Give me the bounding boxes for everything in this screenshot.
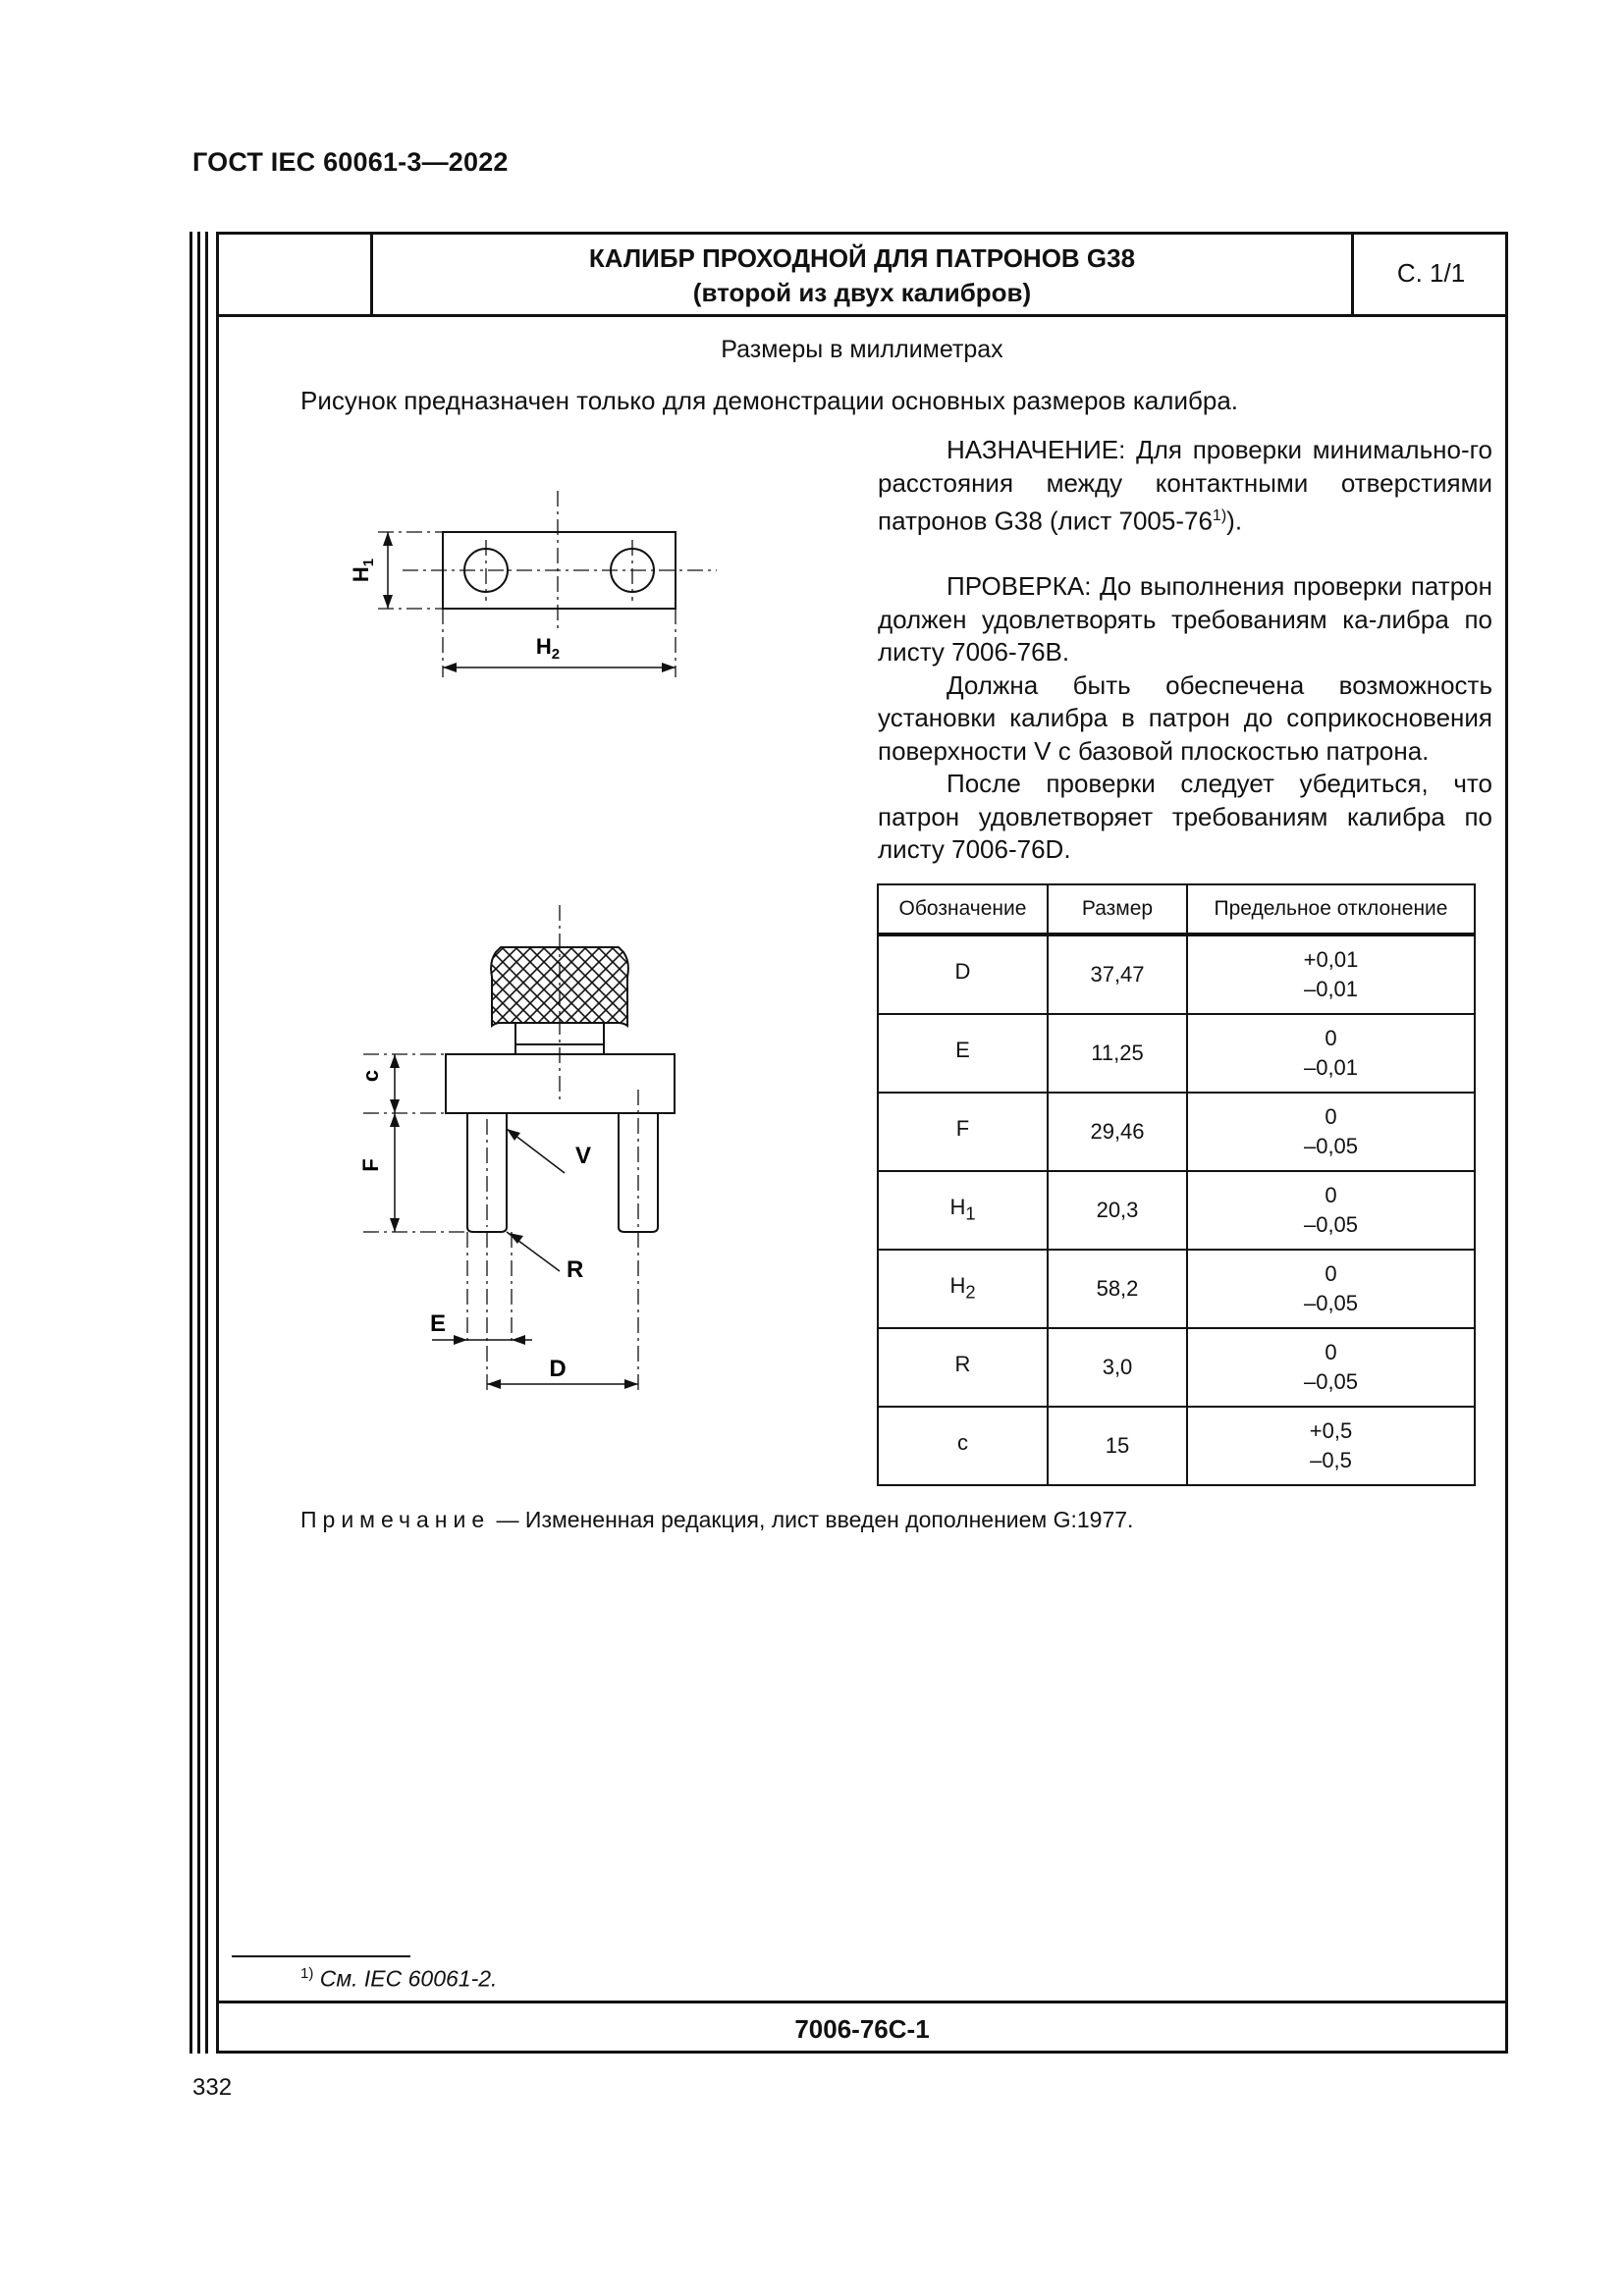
table-row: $H_1$ 20,3 0 –0,05	[878, 1171, 1475, 1250]
page-number: 332	[192, 2074, 233, 2101]
units-caption: Размеры в миллиметрах	[721, 336, 1003, 363]
check-paragraph-2: Должна быть обеспечена возможность установки калибра в патрон до соприкосновения поверхности V с базовой плоскостью патрона.	[878, 669, 1492, 766]
col-header-tolerance: Предельное отклонение	[1187, 884, 1475, 934]
dimensions-table	[877, 883, 1476, 1486]
sheet-code: 7006-76C-1	[794, 2014, 930, 2044]
header-bottom-rule	[216, 314, 1508, 317]
margin-rule-outer	[189, 232, 192, 2054]
table-row: c 15 +0,5 –0,5	[878, 1407, 1475, 1485]
label-f: F	[358, 1158, 383, 1172]
label-c: c	[358, 1069, 383, 1083]
margin-rule-middle	[197, 232, 200, 2054]
col-header-size: Размер	[1048, 884, 1187, 934]
sheet-title-line2: (второй из двух калибров)	[692, 278, 1032, 307]
note	[300, 1507, 1133, 1533]
note-label: Примечание	[300, 1507, 491, 1532]
table-header-row	[878, 884, 1475, 934]
check-paragraph-1: ПРОВЕРКА: До выполнения проверки патрон должен удовлетворять требованиям ка-либра по листу 7006-76B.	[878, 571, 1492, 667]
note-text: — Измененная редакция, лист введен дополнением G:1977.	[490, 1507, 1134, 1532]
label-d: D	[549, 1356, 567, 1382]
margin-rule-inner	[205, 232, 208, 2054]
description-block	[878, 434, 1492, 867]
sheet-number: С. 1/1	[1396, 258, 1466, 288]
table-row: F 29,46 0 –0,05	[878, 1093, 1475, 1171]
footnote: $^{1)}$ См. IEC 60061-2.	[300, 1965, 498, 1992]
label-r: R	[567, 1256, 584, 1283]
label-v: V	[575, 1143, 592, 1169]
check-paragraph-3: После проверки следует убедиться, что патрон удовлетворяет требованиям калибра по листу 7006-76D.	[878, 769, 1492, 865]
intro-text: Рисунок предназначен только для демонстрации основных размеров калибра.	[300, 386, 1239, 415]
sheet-title-line1: КАЛИБР ПРОХОДНОЙ ДЛЯ ПАТРОНОВ G38	[588, 243, 1136, 273]
footnote-rule	[232, 1955, 410, 1957]
sheet-title	[373, 241, 1351, 310]
table-row: E 11,25 0 –0,01	[878, 1014, 1475, 1093]
label-e: E	[430, 1310, 447, 1337]
document-code: ГОСТ IEC 60061-3—2022	[192, 147, 509, 177]
table-row: $H_2$ 58,2 0 –0,05	[878, 1250, 1475, 1328]
table-row: D 37,47 +0,01 –0,01	[878, 934, 1475, 1014]
purpose-paragraph: НАЗНАЧЕНИЕ: Для проверки минимально-го расстояния между контактными отверстиями патронов G38 (лист 7005-76$^{1)}$).	[878, 435, 1492, 536]
gauge-drawing	[324, 481, 736, 1423]
label-h2: $H_2$	[535, 634, 561, 663]
footer-rule	[216, 2001, 1508, 2003]
table-row: R 3,0 0 –0,05	[878, 1328, 1475, 1407]
label-h1: $H_1$	[349, 558, 377, 583]
col-header-symbol: Обозначение	[878, 884, 1048, 934]
